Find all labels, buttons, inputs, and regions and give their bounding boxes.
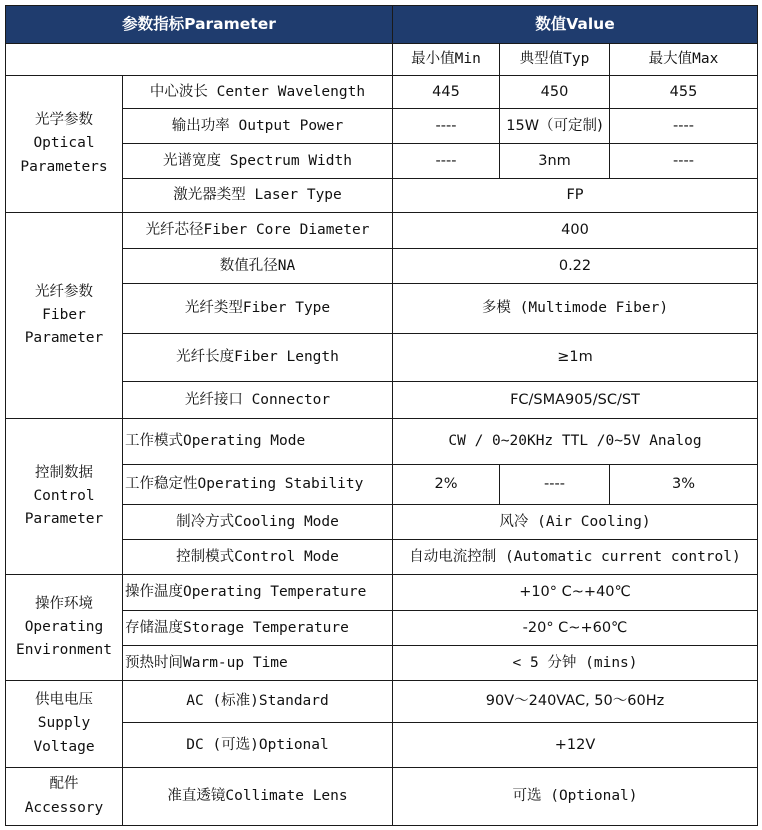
row-label: 激光器类型 Laser Type bbox=[123, 179, 393, 213]
value: ≥1m bbox=[393, 334, 758, 382]
value: 多模 (Multimode Fiber) bbox=[393, 284, 758, 334]
category-control: 控制数据 Control Parameter bbox=[6, 419, 123, 575]
value-typ: ---- bbox=[500, 465, 610, 505]
row-label: 控制模式Control Mode bbox=[123, 540, 393, 575]
row-label: 制冷方式Cooling Mode bbox=[123, 505, 393, 540]
table-row bbox=[6, 213, 758, 249]
row-label: 存储温度Storage Temperature bbox=[123, 611, 393, 646]
subheader-min: 最小值Min bbox=[393, 44, 500, 76]
category-accessory: 配件 Accessory bbox=[6, 768, 123, 826]
category-optical: 光学参数 Optical Parameters bbox=[6, 76, 123, 213]
value: CW / 0~20KHz TTL /0~5V Analog bbox=[393, 419, 758, 465]
header-value: 数值Value bbox=[393, 6, 758, 44]
category-supply: 供电电压 Supply Voltage bbox=[6, 681, 123, 768]
value-typ: 3nm bbox=[500, 144, 610, 179]
value: 90V～240VAC, 50～60Hz bbox=[393, 681, 758, 723]
row-label: 光纤类型Fiber Type bbox=[123, 284, 393, 334]
table-row bbox=[6, 681, 758, 723]
row-label: 工作稳定性Operating Stability bbox=[123, 465, 393, 505]
header-row bbox=[6, 6, 758, 44]
row-label: 光纤芯径Fiber Core Diameter bbox=[123, 213, 393, 249]
value-typ: 15W（可定制) bbox=[500, 109, 610, 144]
table-row bbox=[6, 419, 758, 465]
spec-table bbox=[5, 5, 758, 826]
value: 400 bbox=[393, 213, 758, 249]
row-label: 操作温度Operating Temperature bbox=[123, 575, 393, 611]
table-row bbox=[6, 768, 758, 826]
subheader-max: 最大值Max bbox=[610, 44, 758, 76]
row-label: 工作模式Operating Mode bbox=[123, 419, 393, 465]
subheader-row bbox=[6, 44, 758, 76]
row-label: 准直透镜Collimate Lens bbox=[123, 768, 393, 826]
subheader-typ: 典型值Typ bbox=[500, 44, 610, 76]
value: +10° C~+40℃ bbox=[393, 575, 758, 611]
row-label: 中心波长 Center Wavelength bbox=[123, 76, 393, 109]
value-max: 3% bbox=[610, 465, 758, 505]
value-typ: 450 bbox=[500, 76, 610, 109]
value-min: 2% bbox=[393, 465, 500, 505]
value: 可选 (Optional) bbox=[393, 768, 758, 826]
value-min: ---- bbox=[393, 144, 500, 179]
value: FC/SMA905/SC/ST bbox=[393, 382, 758, 419]
value-min: ---- bbox=[393, 109, 500, 144]
row-label: 光纤长度Fiber Length bbox=[123, 334, 393, 382]
value: 0.22 bbox=[393, 249, 758, 284]
row-label: 数值孔径NA bbox=[123, 249, 393, 284]
value-max: ---- bbox=[610, 144, 758, 179]
row-label: 输出功率 Output Power bbox=[123, 109, 393, 144]
row-label: 光谱宽度 Spectrum Width bbox=[123, 144, 393, 179]
row-label: DC (可选)Optional bbox=[123, 723, 393, 768]
row-label: 预热时间Warm-up Time bbox=[123, 646, 393, 681]
value-min: 445 bbox=[393, 76, 500, 109]
value: < 5 分钟 (mins) bbox=[393, 646, 758, 681]
value-max: 455 bbox=[610, 76, 758, 109]
value: FP bbox=[393, 179, 758, 213]
value: 自动电流控制 (Automatic current control) bbox=[393, 540, 758, 575]
category-environment: 操作环境 Operating Environment bbox=[6, 575, 123, 681]
row-label: AC (标准)Standard bbox=[123, 681, 393, 723]
value: +12V bbox=[393, 723, 758, 768]
subheader-blank bbox=[6, 44, 393, 76]
value: 风冷 (Air Cooling) bbox=[393, 505, 758, 540]
row-label: 光纤接口 Connector bbox=[123, 382, 393, 419]
category-fiber: 光纤参数 Fiber Parameter bbox=[6, 213, 123, 419]
table-row bbox=[6, 76, 758, 109]
value-max: ---- bbox=[610, 109, 758, 144]
header-parameter: 参数指标Parameter bbox=[6, 6, 393, 44]
value: -20° C~+60℃ bbox=[393, 611, 758, 646]
table-row bbox=[6, 575, 758, 611]
